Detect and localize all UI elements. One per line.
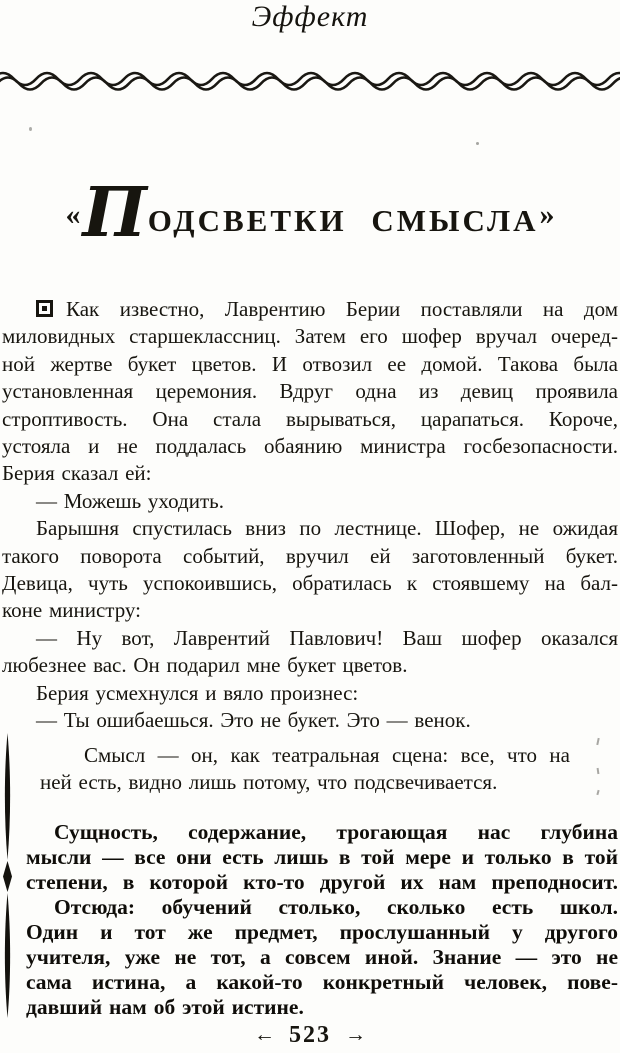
drop-cap-initial: П xyxy=(82,173,145,253)
emphasis-block xyxy=(26,820,618,1020)
emphasis-line: Сущность, содержание, трогающая нас глубина xyxy=(54,819,618,844)
story-line: миловидных старшеклассниц. Затем его шофер вручал очеред- xyxy=(2,324,618,349)
emphasis-line: сама истина, а какой-то конкретный человек, пове- xyxy=(26,969,618,994)
story-line: установленная церемония. Вдруг одна из девиц проявила xyxy=(2,379,618,404)
story-line: коне министру: xyxy=(2,598,141,623)
chapter-title xyxy=(0,173,620,253)
emphasis-line: степени, в которой кто-то другой их нам преподносит. xyxy=(26,869,618,894)
page-number: 523 xyxy=(289,1022,331,1048)
open-quote: « xyxy=(65,198,81,231)
story-line: устояла и не поддалась обаянию министра госбезопасности. xyxy=(2,434,618,459)
story-line: такого поворота событий, вручил ей заготовленный букет. xyxy=(2,543,618,568)
emphasis-line: давший нам об этой истине. xyxy=(26,994,304,1019)
pull-quote-line: ней есть, видно лишь потому, что подсвечивается. xyxy=(40,769,498,794)
story-line: ной жертве букет цветов. И отвозил ее домой. Такова была xyxy=(2,351,618,376)
story-line-dialogue: — Ты ошибаешься. Это не букет. Это — венок. xyxy=(36,708,471,733)
section-marker-dot xyxy=(42,306,47,311)
story-text xyxy=(2,296,618,1020)
story-line: Берия сказал ей: xyxy=(2,461,152,486)
section-marker-icon xyxy=(36,300,53,317)
story-line: Девица, чуть успокоившись, обратилась к стоявшему на бал- xyxy=(2,571,618,596)
quote-bar-ornament xyxy=(2,733,13,1018)
close-quote: » xyxy=(539,198,555,231)
story-line xyxy=(2,296,618,323)
running-title: Эффект xyxy=(251,0,369,33)
next-page-arrow-icon: → xyxy=(345,1022,366,1046)
story-line-text: Как известно, Лаврентию Берии поставляли на дом xyxy=(66,297,618,321)
chapter-title-text: ОДСВЕТКИ СМЫСЛА xyxy=(147,203,539,238)
scan-artifact xyxy=(476,142,479,145)
story-line-dialogue: — Можешь уходить. xyxy=(36,488,224,513)
story-line: Берия усмехнулся и вяло произнес: xyxy=(36,680,359,705)
wavy-divider xyxy=(0,66,620,100)
scan-artifact xyxy=(29,127,32,131)
prev-page-arrow-icon: ← xyxy=(254,1022,275,1046)
story-line: строптивость. Она стала вырываться, царапаться. Короче, xyxy=(2,406,618,431)
pull-quote-line: Смысл — он, как театральная сцена: все, что на xyxy=(84,742,570,767)
emphasis-line: Один и тот же предмет, прослушанный у другого xyxy=(26,919,618,944)
emphasis-line: Отсюда: обучений столько, сколько есть школ. xyxy=(54,894,618,919)
emphasis-line: мысли — все они есть лишь в той мере и только в той xyxy=(26,844,618,869)
story-line: Барышня спустилась вниз по лестнице. Шофер, не ожидая xyxy=(36,516,618,541)
pull-quote xyxy=(40,742,570,796)
story-line: любезнее вас. Он подарил мне букет цветов. xyxy=(2,653,408,678)
emphasis-line: учителя, уже не тот, а совсем иной. Знание — это не xyxy=(26,944,618,969)
story-line-dialogue: — Ну вот, Лаврентий Павлович! Ваш шофер оказался xyxy=(36,625,618,650)
page-nav xyxy=(0,1022,620,1049)
